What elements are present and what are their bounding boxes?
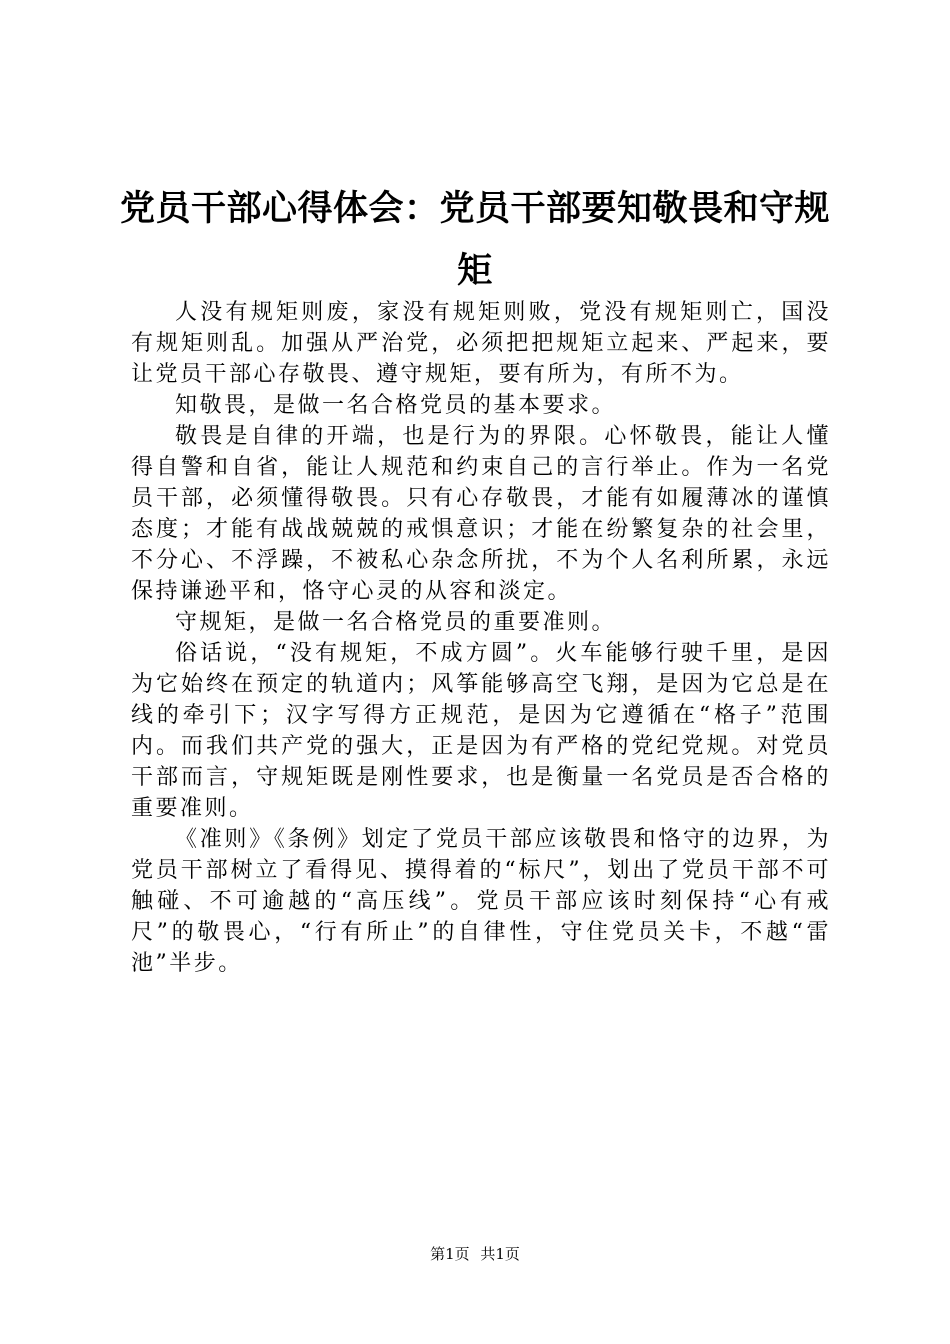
document-body bbox=[131, 297, 831, 979]
paragraph-5: 俗话说，“没有规矩，不成方圆”。火车能够行驶千里，是因为它始终在预定的轨道内；风筝能够高空飞翔，是因为它总是在线的牵引下；汉字写得方正规范，是因为它遵循在“格子”范围内。而我们共产党的强大，正是因为有严格的党纪党规。对党员干部而言，守规矩既是刚性要求，也是衡量一名党员是否合格的重要准则。 bbox=[131, 641, 831, 821]
paragraph-3: 敬畏是自律的开端，也是行为的界限。心怀敬畏，能让人懂得自警和自省，能让人规范和约束自己的言行举止。作为一名党员干部，必须懂得敬畏。只有心存敬畏，才能有如履薄冰的谨慎态度；才能有战战兢兢的戒惧意识；才能在纷繁复杂的社会里，不分心、不浮躁，不被私心杂念所扰，不为个人名利所累，永远保持谦逊平和，恪守心灵的从容和淡定。 bbox=[131, 424, 831, 604]
paragraph-2: 知敬畏，是做一名合格党员的基本要求。 bbox=[175, 393, 617, 418]
page-footer bbox=[0, 1244, 950, 1264]
document-title: 党员干部心得体会：党员干部要知敬畏和守规矩 bbox=[119, 188, 830, 291]
page-total: 共1页 bbox=[480, 1245, 520, 1263]
paragraph-4: 守规矩，是做一名合格党员的重要准则。 bbox=[175, 610, 617, 635]
paragraph-6: 《准则》《条例》划定了党员干部应该敬畏和恪守的边界，为党员干部树立了看得见、摸得着的“标尺”，划出了党员干部不可触碰、不可逾越的“高压线”。党员干部应该时刻保持“心有戒尺”的敬畏心，“行有所止”的自律性，守住党员关卡，不越“雷池”半步。 bbox=[131, 827, 831, 976]
page-number: 第1页 bbox=[430, 1245, 470, 1263]
paragraph-1: 人没有规矩则废，家没有规矩则败，党没有规矩则亡，国没有规矩则乱。加强从严治党，必须把把规矩立起来、严起来，要让党员干部心存敬畏、遵守规矩，要有所为，有所不为。 bbox=[131, 300, 831, 387]
